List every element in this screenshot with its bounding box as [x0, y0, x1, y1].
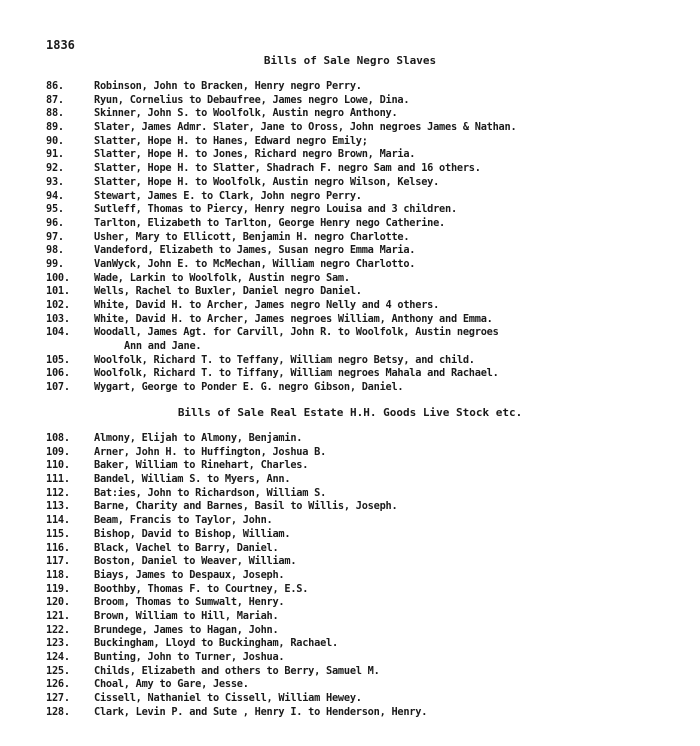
entry-number: 128.: [46, 705, 70, 718]
entry-text: Wells, Rachel to Buxler, Daniel negro Daniel.: [94, 285, 362, 298]
entry-text: Almony, Elijah to Almony, Benjamin.: [94, 432, 303, 444]
list-item: [46, 596, 666, 610]
entry-number: 86.: [46, 80, 64, 92]
list-item: [46, 432, 666, 446]
list-item: [46, 678, 666, 692]
list-item: [46, 94, 666, 108]
list-item: [46, 258, 666, 272]
entry-text: Wygart, George to Ponder E. G. negro Gibson, Daniel.: [94, 381, 404, 394]
list-item: [46, 272, 666, 286]
entry-text: White, David H. to Archer, James negro Nelly and 4 others.: [94, 299, 440, 311]
entry-text: Woolfolk, Richard T. to Tiffany, William negroes Mahala and Rachael.: [94, 367, 499, 380]
entry-text: Usher, Mary to Ellicott, Benjamin H. negro Charlotte.: [94, 230, 410, 243]
entry-number: 88.: [46, 107, 64, 120]
entry-text: Baker, William to Rinehart, Charles.: [94, 459, 309, 472]
list-item: [46, 514, 666, 528]
entry-text: Bandel, William S. to Myers, Ann.: [94, 473, 291, 486]
list-item: [46, 446, 666, 460]
entry-number: 91.: [46, 148, 64, 161]
list-item: [46, 528, 666, 542]
entry-text: Woodall, James Agt. for Carvill, John R. to Woolfolk, Austin negroes: [94, 326, 499, 339]
entry-number: 111.: [46, 473, 70, 486]
entry-text: Slatter, Hope H. to Jones, Richard negro Brown, Maria.: [94, 148, 416, 161]
entry-number: 112.: [46, 486, 70, 499]
entry-text: Wade, Larkin to Woolfolk, Austin negro Sam.: [94, 271, 350, 284]
list-item: [46, 80, 666, 94]
entry-text: Boston, Daniel to Weaver, William.: [94, 555, 297, 568]
entry-text: Tarlton, Elizabeth to Tarlton, George Henry nego Catherine.: [94, 216, 446, 229]
entry-text: Slatter, Hope H. to Hanes, Edward negro Emily;: [94, 134, 368, 147]
entry-continuation: Ann and Jane.: [124, 340, 202, 353]
estate-section-heading: Bills of Sale Real Estate H.H. Goods Live Stock etc.: [177, 406, 523, 419]
entry-text: Cissell, Nathaniel to Cissell, William Hewey.: [94, 692, 362, 705]
entry-text: Black, Vachel to Barry, Daniel.: [94, 541, 279, 554]
list-item: [46, 217, 666, 231]
entry-number: 102.: [46, 299, 70, 311]
entry-number: 103.: [46, 312, 70, 325]
list-item: [46, 487, 666, 501]
list-item: [46, 665, 666, 679]
entry-number: 98.: [46, 244, 64, 257]
entry-text: VanWyck, John E. to McMechan, William negro Charlotto.: [94, 257, 416, 270]
entry-number: 93.: [46, 175, 64, 188]
list-item: [46, 692, 666, 706]
entry-text: Robinson, John to Bracken, Henry negro Perry.: [94, 80, 362, 92]
page-year: 1836: [46, 38, 75, 52]
entry-text: Brundege, James to Hagan, John.: [94, 623, 279, 636]
entry-text: Stewart, James E. to Clark, John negro Perry.: [94, 189, 362, 202]
list-item: [46, 637, 666, 651]
list-item: [46, 190, 666, 204]
entry-number: 121.: [46, 609, 70, 622]
list-item: [46, 231, 666, 245]
entry-number: 119.: [46, 582, 70, 595]
entry-number: 104.: [46, 326, 70, 339]
entry-number: 115.: [46, 527, 70, 540]
list-item: [46, 583, 666, 597]
entry-text: Slater, James Admr. Slater, Jane to Oross, John negroes James & Nathan.: [94, 121, 517, 134]
list-item: [46, 706, 666, 720]
list-item: [46, 367, 666, 381]
list-item: [46, 107, 666, 121]
list-item: [46, 135, 666, 149]
entry-text: Sutleff, Thomas to Piercy, Henry negro Louisa and 3 children.: [94, 203, 457, 216]
slave-sale-list: [46, 80, 666, 395]
entry-number: 105.: [46, 353, 70, 366]
entry-text: Bunting, John to Turner, Joshua.: [94, 651, 285, 663]
entry-number: 94.: [46, 189, 64, 202]
entry-text: Boothby, Thomas F. to Courtney, E.S.: [94, 582, 309, 595]
entry-text: Vandeford, Elizabeth to James, Susan negro Emma Maria.: [94, 244, 416, 257]
entry-text: Choal, Amy to Gare, Jesse.: [94, 678, 249, 691]
entry-number: 110.: [46, 459, 70, 472]
entry-number: 122.: [46, 623, 70, 636]
entry-number: 116.: [46, 541, 70, 554]
entry-number: 123.: [46, 637, 70, 650]
list-item: [46, 555, 666, 569]
list-item: [46, 203, 666, 217]
entry-text: Slatter, Hope H. to Slatter, Shadrach F. negro Sam and 16 others.: [94, 162, 481, 175]
list-item: [46, 121, 666, 135]
entry-text: Arner, John H. to Huffington, Joshua B.: [94, 445, 327, 458]
list-item: [46, 285, 666, 299]
entry-text: Childs, Elizabeth and others to Berry, Samuel M.: [94, 664, 380, 677]
estate-sale-list: [46, 432, 666, 719]
list-item: [46, 651, 666, 665]
entry-text: White, David H. to Archer, James negroes William, Anthony and Emma.: [94, 312, 493, 325]
list-item: [46, 148, 666, 162]
entry-text: Barne, Charity and Barnes, Basil to Willis, Joseph.: [94, 500, 398, 513]
entry-number: 125.: [46, 664, 70, 677]
entry-text: Clark, Levin P. and Sute , Henry I. to Henderson, Henry.: [94, 705, 428, 718]
entry-number: 95.: [46, 203, 64, 216]
list-item: [46, 313, 666, 327]
entry-text: Beam, Francis to Taylor, John.: [94, 514, 273, 527]
list-item: [46, 299, 666, 313]
entry-number: 120.: [46, 596, 70, 609]
entry-number: 107.: [46, 381, 70, 394]
entry-number: 124.: [46, 651, 70, 663]
entry-number: 87.: [46, 93, 64, 106]
entry-text: Biays, James to Despaux, Joseph.: [94, 568, 285, 581]
entry-number: 89.: [46, 121, 64, 134]
list-item: [46, 500, 666, 514]
entry-text: Buckingham, Lloyd to Buckingham, Rachael.: [94, 637, 338, 650]
list-item: [46, 610, 666, 624]
list-item: [46, 381, 666, 395]
entry-text: Broom, Thomas to Sumwalt, Henry.: [94, 596, 285, 609]
list-item: [46, 162, 666, 176]
entry-text: Ryun, Cornelius to Debaufree, James negro Lowe, Dina.: [94, 93, 410, 106]
entry-number: 101.: [46, 285, 70, 298]
list-item: [46, 176, 666, 190]
list-item: [46, 459, 666, 473]
entry-number: 100.: [46, 271, 70, 284]
entry-text: Brown, William to Hill, Mariah.: [94, 609, 279, 622]
entry-number: 126.: [46, 678, 70, 691]
entry-text: Bat:ies, John to Richardson, William S.: [94, 486, 327, 499]
entry-number: 96.: [46, 216, 64, 229]
list-item: [46, 244, 666, 258]
entry-number: 114.: [46, 514, 70, 527]
entry-number: 99.: [46, 257, 64, 270]
entry-number: 109.: [46, 445, 70, 458]
entry-text: Skinner, John S. to Woolfolk, Austin negro Anthony.: [94, 107, 398, 120]
entry-number: 97.: [46, 230, 64, 243]
entry-number: 113.: [46, 500, 70, 513]
entry-number: 118.: [46, 568, 70, 581]
entry-number: 92.: [46, 162, 64, 175]
list-item: [46, 326, 666, 340]
entry-number: 106.: [46, 367, 70, 380]
entry-text: Bishop, David to Bishop, William.: [94, 527, 291, 540]
entry-number: 108.: [46, 432, 70, 444]
list-item: [46, 569, 666, 583]
entry-text: Woolfolk, Richard T. to Teffany, William negro Betsy, and child.: [94, 353, 475, 366]
list-item: [46, 624, 666, 638]
slave-section-heading: Bills of Sale Negro Slaves: [263, 54, 437, 67]
entry-number: 90.: [46, 134, 64, 147]
list-item: [46, 542, 666, 556]
entry-number: 127.: [46, 692, 70, 705]
list-item: [46, 354, 666, 368]
entry-number: 117.: [46, 555, 70, 568]
entry-text: Slatter, Hope H. to Woolfolk, Austin negro Wilson, Kelsey.: [94, 175, 440, 188]
list-item: [46, 473, 666, 487]
